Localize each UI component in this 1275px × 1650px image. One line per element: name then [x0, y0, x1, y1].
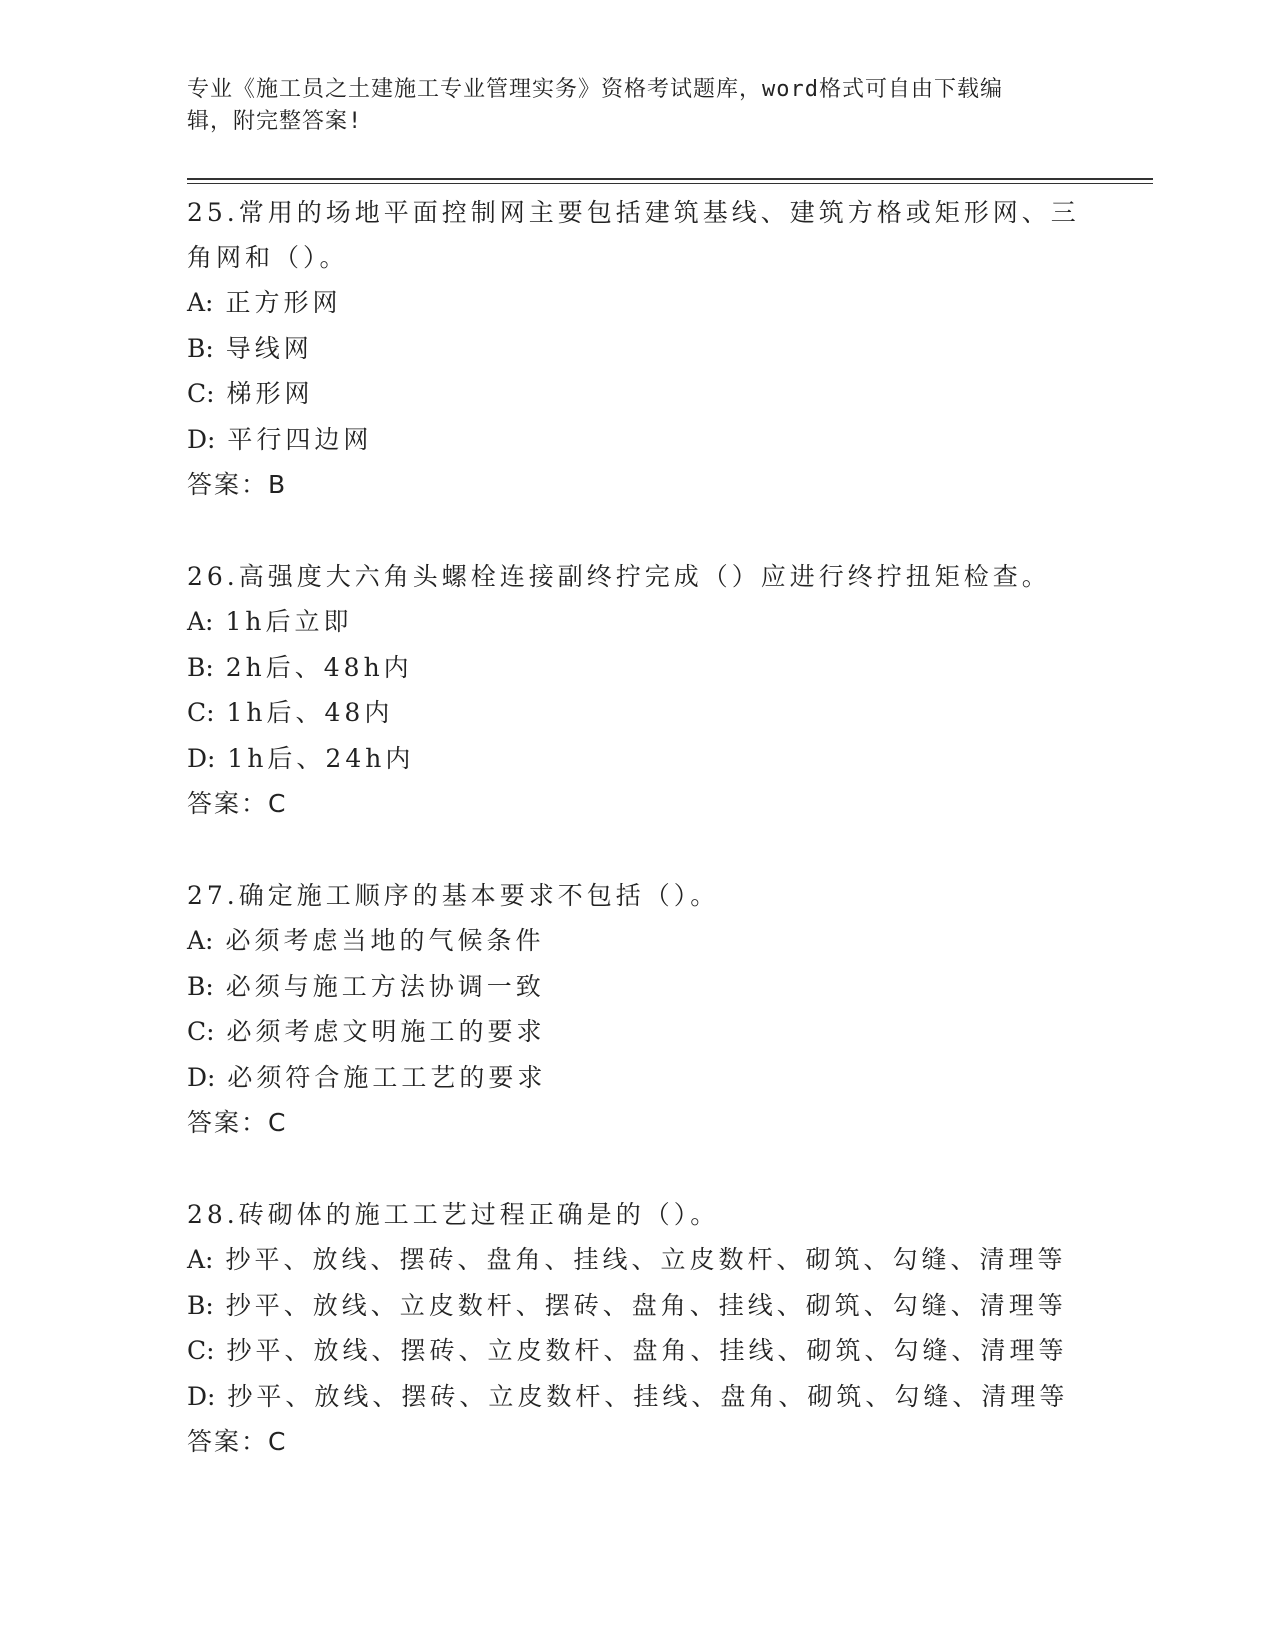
question-stem-line-1: 25.常用的场地平面控制网主要包括建筑基线、建筑方格或矩形网、三: [187, 198, 1080, 227]
option-text: 必须与施工方法协调一致: [225, 971, 545, 1001]
option-text: 梯形网: [226, 379, 314, 408]
option-d: [187, 1055, 1087, 1101]
option-text: 必须考虑文明施工的要求: [226, 1017, 546, 1046]
option-key: A:: [187, 926, 214, 955]
option-c: [187, 1328, 1087, 1374]
question-stem: [187, 873, 1087, 918]
option-key: B:: [187, 333, 214, 363]
question-stem-line-1: 26.高强度大六角头螺栓连接副终拧完成（）应进行终拧扭矩检查。: [187, 562, 1051, 591]
option-a: [187, 599, 1087, 645]
header-divider-thick: [187, 178, 1153, 180]
option-text: 抄平、放线、立皮数杆、摆砖、盘角、挂线、砌筑、勾缝、清理等: [225, 1290, 1067, 1320]
question-stem: [187, 1192, 1087, 1237]
option-key: D:: [187, 743, 216, 773]
question-25: [187, 190, 1087, 507]
option-b: [187, 964, 1087, 1010]
question-27: [187, 873, 1087, 1145]
option-key: A:: [187, 1245, 214, 1274]
option-text: 必须符合施工工艺的要求: [227, 1062, 547, 1092]
question-28: [187, 1192, 1087, 1464]
answer-label: 答案：C: [187, 1427, 288, 1456]
question-stem: [187, 554, 1087, 599]
option-text: 平行四边网: [227, 424, 373, 454]
header-divider-thin: [187, 183, 1153, 184]
option-key: C:: [187, 1336, 215, 1365]
option-text: 1h后、24h内: [227, 743, 415, 773]
option-d: [187, 736, 1087, 782]
option-text: 1h后、48内: [226, 698, 394, 727]
header-line-2: 辑，附完整答案!: [187, 109, 363, 134]
option-b: [187, 645, 1087, 691]
option-text: 导线网: [225, 333, 313, 363]
answer-label: 答案：C: [187, 789, 288, 818]
question-stem: [187, 190, 1087, 280]
option-key: B:: [187, 652, 214, 682]
option-c: [187, 371, 1087, 417]
question-stem-line-1: 28.砖砌体的施工工艺过程正确是的（）。: [187, 1200, 720, 1229]
option-b: [187, 1283, 1087, 1329]
document-header: [187, 74, 1067, 138]
option-key: A:: [187, 607, 214, 636]
option-text: 1h后立即: [225, 607, 353, 636]
option-key: C:: [187, 698, 215, 727]
option-key: C:: [187, 379, 215, 408]
option-key: D:: [187, 424, 216, 454]
question-spacer: [187, 507, 1087, 554]
question-stem-line-2: 角网和（）。: [187, 243, 349, 272]
option-key: B:: [187, 971, 214, 1001]
option-key: A:: [187, 288, 214, 317]
option-text: 抄平、放线、摆砖、盘角、挂线、立皮数杆、砌筑、勾缝、清理等: [225, 1245, 1067, 1274]
question-26: [187, 554, 1087, 826]
option-a: [187, 1237, 1087, 1283]
option-c: [187, 690, 1087, 736]
option-text: 抄平、放线、摆砖、立皮数杆、挂线、盘角、砌筑、勾缝、清理等: [227, 1381, 1069, 1411]
answer-label: 答案：B: [187, 470, 288, 499]
header-line-1: 专业《施工员之土建施工专业管理实务》资格考试题库，word格式可自由下载编: [187, 77, 1003, 102]
option-key: B:: [187, 1290, 214, 1320]
option-text: 必须考虑当地的气候条件: [225, 926, 545, 955]
option-text: 2h后、48h内: [225, 652, 413, 682]
question-spacer: [187, 826, 1087, 873]
answer-label: 答案：C: [187, 1108, 288, 1137]
question-stem-line-1: 27.确定施工顺序的基本要求不包括（）。: [187, 881, 720, 910]
question-spacer: [187, 1145, 1087, 1192]
option-c: [187, 1009, 1087, 1055]
option-key: D:: [187, 1381, 216, 1411]
option-key: C:: [187, 1017, 215, 1046]
option-text: 抄平、放线、摆砖、立皮数杆、盘角、挂线、砌筑、勾缝、清理等: [226, 1336, 1068, 1365]
option-a: [187, 280, 1087, 326]
option-d: [187, 1374, 1087, 1420]
question-list: [187, 190, 1087, 1464]
option-d: [187, 417, 1087, 463]
option-key: D:: [187, 1062, 216, 1092]
option-text: 正方形网: [225, 288, 342, 317]
option-a: [187, 918, 1087, 964]
option-b: [187, 326, 1087, 372]
